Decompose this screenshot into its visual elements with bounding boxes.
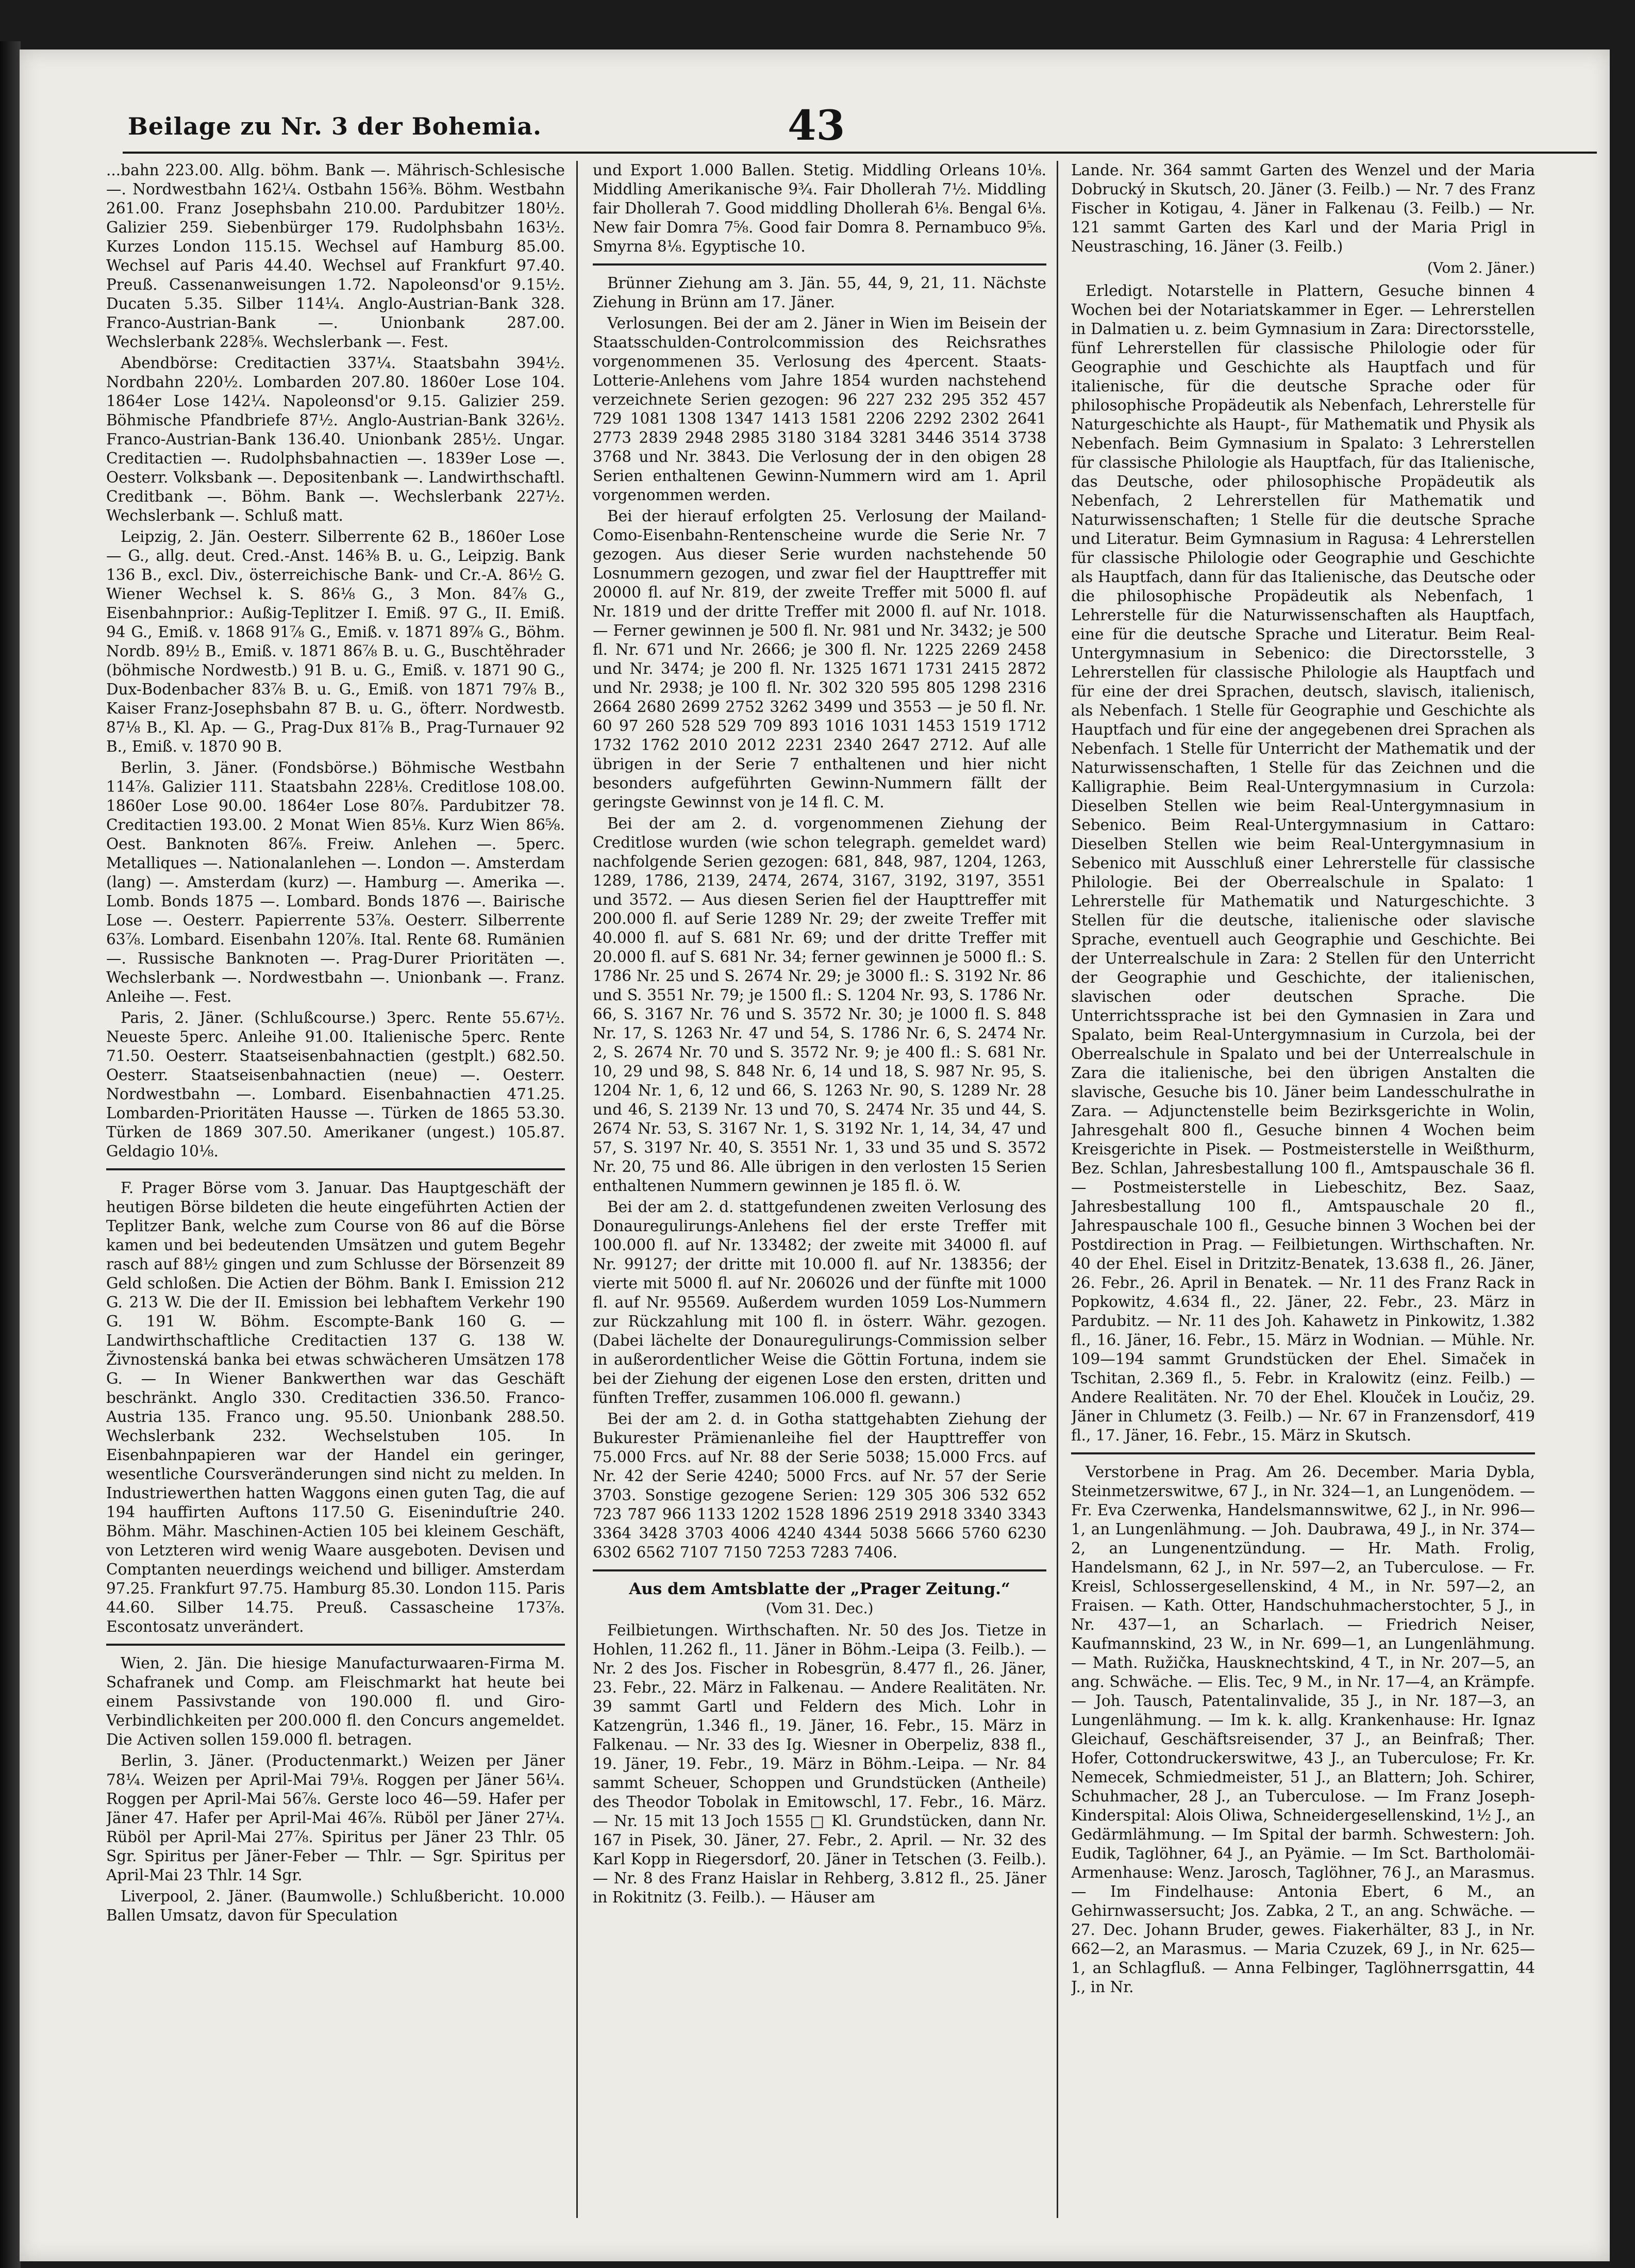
- column-2: [593, 161, 1046, 2218]
- vacancies-notice: [1071, 282, 1535, 1445]
- paragraph: Bei der hierauf erfolgten 25. Verlosung der Mailand-Como-Eisenbahn-Rentenscheine wurde die Serie Nr. 7 gezogen. Aus dieser Serie wurden nachstehende 50 Losnummern gezogen, und zwar fiel der Haupttreffer mit 20000 fl. auf Nr. 819, der zweite Treffer mit 5000 fl. auf Nr. 1819 und der dritte Treffer mit 2000 fl. auf Nr. 1018. — Ferner gewinnen je 500 fl. Nr. 981 und Nr. 3432; je 500 fl. Nr. 671 und Nr. 2666; je 300 fl. Nr. 1225 2269 2458 und Nr. 3474; je 200 fl. Nr. 1325 1671 1731 2415 2872 und Nr. 2938; je 100 fl. Nr. 302 320 595 805 1298 2316 2664 2680 2699 2752 3262 3499 und 3553 — je 50 fl. Nr. 60 97 260 528 529 709 893 1016 1031 1453 1519 1712 1732 1762 2010 2012 2231 2340 2647 2712. Auf alle übrigen in der Serie 7 enthaltenen und hier nicht besonders aufgeführten Gewinn-Nummern fällt der geringste Gewinnst von je 14 fl. C. M.: [593, 507, 1046, 811]
- stock-reports: [106, 161, 565, 1161]
- paragraph: Erledigt. Notarstelle in Plattern, Gesuche binnen 4 Wochen bei der Notariatskammer in Eger. — Lehrerstellen in Dalmatien u. z. beim Gymnasium in Zara: Directorsstelle, fünf Lehrerstellen für classische Philologie oder für Geographie und Geschichte als Hauptfach und für italienische, für die deutsche Sprache oder für philosophische Propädeutik als Nebenfach, Lehrerstelle für Naturgeschichte als Haupt-, für Mathematik und Physik als Nebenfach. Beim Gymnasium in Spalato: 3 Lehrerstellen für classische Philologie als Hauptfach, für das Italienische, das Deutsche, oder philosophische Propädeutik als Nebenfach, 2 Lehrerstellen für Mathematik und Naturwissenschaften; 1 Stelle für die deutsche Sprache und Literatur. Beim Gymnasium in Ragusa: 4 Lehrerstellen für classische Philologie oder Geographie und Geschichte als Hauptfach, dann für das Italienische, das Deutsche oder die philosophische Propädeutik als Nebenfach, 1 Lehrerstelle für die Naturwissenschaften als Hauptfach, eine für die deutsche Sprache und Literatur. Beim Real-Untergymnasium in Sebenico: die Directorsstelle, 3 Lehrerstellen für classische Philologie als Hauptfach und für eine der drei Sprachen, deutsch, slavisch, italienisch, als Nebenfach. 1 Stelle für Geographie und Geschichte als Hauptfach und für eine der angegebenen drei Sprachen als Nebenfach. 1 Stelle für Unterricht der Mathematik und der Naturwissenschaften, 1 Stelle für das Zeichnen und die Kalligraphie. Beim Real-Untergymnasium in Curzola: Dieselben Stellen wie beim Real-Untergymnasium in Sebenico. Beim Real-Untergymnasium in Cattaro: Dieselben Stellen wie beim Real-Untergymnasium in Sebenico mit Ausschluß einer Lehrerstelle für classische Philologie. Bei der Oberrealschule in Spalato: 1 Lehrerstelle für Mathematik und Naturgeschichte. 3 Stellen für die deutsche, italienische oder slavische Sprache, eventuell auch Geographie und Geschichte. Bei der Unterrealschule in Zara: 2 Stellen für den Unterricht der Geographie und Geschichte, der italienischen, slavischen oder deutschen Sprache. Die Unterrichtssprache ist bei den Gymnasien in Zara und Spalato, beim Real-Untergymnasium in Curzola, bei der Oberrealschule in Spalato und bei der Unterrealschule in Zara die italienische, bei den übrigen Anstalten die slavische, Gesuche bis 10. Jäner beim Landesschulrathe in Zara. — Adjunctenstelle beim Bezirksgerichte in Wolin, Jahresgehalt 800 fl., Gesuche binnen 4 Wochen beim Kreisgerichte in Pisek. — Postmeisterstelle in Weißthurm, Bez. Schlan, Jahresbestallung 100 fl., Amtspauschale 36 fl. — Postmeisterstelle in Liebeschitz, Bez. Saaz, Jahresbestallung 100 fl., Amtspauschale 20 fl., Jahrespauschale 100 fl., Gesuche binnen 3 Wochen bei der Postdirection in Prag. — Feilbietungen. Wirthschaften. Nr. 40 der Ehel. Eisel in Dritzitz-Benatek, 13.638 fl., 26. Jäner, 26. Febr., 26. April in Benatek. — Nr. 11 des Franz Rack in Popkowitz, 4.634 fl., 22. Jäner, 22. Febr., 23. März in Pardubitz. — Nr. 11 des Joh. Kahawetz in Pinkowitz, 1.382 fl., 16. Jäner, 16. Febr., 15. März in Wodnian. — Mühle. Nr. 109—194 sammt Grundstücken der Ehel. Simaček in Tschitan, 2.369 fl., 5. Febr. in Kralowitz (einz. Feilb.) — Andere Realitäten. Nr. 70 der Ehel. Klouček in Loučiz, 29. Jäner in Chlumetz (3. Feilb.) — Nr. 67 in Franzensdorf, 419 fl., 17. Jäner, 16. Febr., 15. März in Skutsch.: [1071, 282, 1535, 1444]
- paragraph: Abendbörse: Creditactien 337¼. Staatsbahn 394½. Nordbahn 220½. Lombarden 207.80. 1860er Lose 104. 1864er Lose 142¼. Napoleonsd'or 9.15. Galizier 259. Böhmische Pfandbriefe 87½. Anglo-Austrian-Bank 326½. Franco-Austrian-Bank 136.40. Unionbank 285½. Ungar. Creditactien —. Rudolphsbahnactien —. 1839er Lose —. Oesterr. Volksbank —. Depositenbank —. Landwirthschaftl. Creditbank —. Böhm. Bank —. Wechslerbank 227½. Wechslerbank —. Schluß matt.: [106, 354, 565, 524]
- amtsblatt-title: Aus dem Amtsblatte der „Prager Zeitung.“: [629, 1580, 1010, 1598]
- section-rule: [593, 1569, 1046, 1571]
- prague-exchange-report: [106, 1179, 565, 1636]
- paragraph: Bei der am 2. d. stattgefundenen zweiten Verlosung des Donauregulirungs-Anlehens fiel der erste Treffer mit 100.000 fl. auf Nr. 133482; der zweite mit 34000 fl. auf Nr. 99127; der dritte mit 10.000 fl. auf Nr. 138356; der vierte mit 5000 fl. auf Nr. 206026 und der fünfte mit 1000 fl. auf Nr. 95569. Außerdem wurden 1059 Los-Nummern zur Rückzahlung mit 100 fl. in österr. Währ. gezogen. (Dabei lächelte der Donauregulirungs-Commission selber in außerordentlicher Weise die Göttin Fortuna, indem sie bei der Ziehung der eigenen Lose den ersten, dritten und fünften Treffer, zusammen 106.000 fl. gewann.): [593, 1198, 1046, 1406]
- paragraph: Bei der am 2. d. vorgenommenen Ziehung der Creditlose wurden (wie schon telegraph. gemeldet ward) nachfolgende Serien gezogen: 681, 848, 987, 1204, 1263, 1289, 1786, 2139, 2474, 2674, 3167, 3192, 3197, 3551 und 3572. — Aus diesen Serien fiel der Haupttreffer mit 200.000 fl. auf Serie 1289 Nr. 29; der zweite Treffer mit 40.000 fl. auf S. 681 Nr. 69; und der dritte Treffer mit 20.000 fl. auf S. 681 Nr. 34; ferner gewinnen je 5000 fl.: S. 1786 Nr. 25 und S. 2674 Nr. 29; je 3000 fl.: S. 3192 Nr. 86 und S. 3551 Nr. 79; je 1500 fl.: S. 1204 Nr. 93, S. 1786 Nr. 66, S. 3167 Nr. 76 und S. 3572 Nr. 30; je 1000 fl. S. 848 Nr. 17, S. 1263 Nr. 47 und 54, S. 1786 Nr. 6, S. 2474 Nr. 2, S. 2674 Nr. 70 und S. 3572 Nr. 9; je 400 fl.: S. 681 Nr. 10, 29 und 98, S. 848 Nr. 6, 14 und 18, S. 987 Nr. 95, S. 1204 Nr. 1, 6, 12 und 66, S. 1263 Nr. 90, S. 1289 Nr. 28 und 46, S. 2139 Nr. 13 und 70, S. 2474 Nr. 35 und 44, S. 2674 Nr. 53, S. 3167 Nr. 1, S. 3192 Nr. 1, 14, 34, 47 und 57, S. 3197 Nr. 40, S. 3551 Nr. 1, 33 und 35 und S. 3572 Nr. 20, 75 und 86. Alle übrigen in den verlosten 15 Serien enthaltenen Nummern gewinnen je 185 fl. ö. W.: [593, 815, 1046, 1195]
- section-rule: [593, 263, 1046, 266]
- paragraph: Verlosungen. Bei der am 2. Jäner in Wien im Beisein der Staatsschulden-Controlcommission des Reichsrathes vorgenommenen 35. Verlosung des 4percent. Staats-Lotterie-Anlehens vom Jahre 1854 wurden nachstehend verzeichnete Serien gezogen: 96 227 232 295 352 457 729 1081 1308 1347 1413 1581 2206 2292 2302 2641 2773 2839 2948 2985 3180 3184 3281 3446 3514 3738 3768 und Nr. 3843. Die Verlosung der in den obigen 28 Serien enthaltenen Gewinn-Nummern wird am 1. April vorgenommen werden.: [593, 314, 1046, 504]
- masthead: [20, 49, 1610, 163]
- deaths-notice: [1071, 1463, 1535, 1997]
- column-divider: [1057, 161, 1058, 2218]
- paragraph: Brünner Ziehung am 3. Jän. 55, 44, 9, 21, 11. Nächste Ziehung in Brünn am 17. Jäner.: [593, 274, 1046, 311]
- column-divider: [576, 161, 578, 2218]
- section-rule: [106, 1644, 565, 1646]
- column-3: [1071, 161, 1535, 2218]
- supplement-title: Beilage zu Nr. 3 der Bohemia.: [128, 112, 542, 140]
- paragraph: Feilbietungen. Wirthschaften. Nr. 50 des Jos. Tietze in Hohlen, 11.262 fl., 11. Jäner in Böhm.-Leipa (3. Feilb.). — Nr. 2 des Jos. Fischer in Robesgrün, 8.477 fl., 26. Jäner, 23. Febr., 22. März in Falkenau. — Andere Realitäten. Nr. 39 sammt Gartl und Feldern des Mich. Lohr in Katzengrün, 1.346 fl., 19. Jäner, 16. Febr., 15. März in Falkenau. — Nr. 33 des Ig. Wiesner in Oberpeliz, 838 fl., 19. Jäner, 19. Febr., 19. März in Böhm.-Leipa. — Nr. 84 sammt Scheuer, Schoppen und Grundstücken (Antheile) des Theodor Tobolak in Emitowschl, 17. Febr., 16. März. — Nr. 15 mit 13 Joch 1555 □ Kl. Grundstücken, dann Nr. 167 in Pisek, 30. Jäner, 27. Febr., 2. April. — Nr. 32 des Karl Kopp in Riegersdorf, 20. Jäner in Tetschen (3. Feilb.). — Nr. 8 des Franz Haislar in Rehberg, 3.812 fl., 25. Jäner in Rokitnitz (3. Feilb.). — Häuser am: [593, 1621, 1046, 1906]
- markets-report: [106, 1654, 565, 1925]
- paragraph: und Export 1.000 Ballen. Stetig. Middling Orleans 10⅛. Middling Amerikanische 9¾. Fair Dhollerah 7½. Middling fair Dhollerah 7. Good middling Dhollerah 6⅛. Bengal 6⅛. New fair Domra 7⅝. Good fair Domra 8. Pernambuco 9⅝. Smyrna 8⅛. Egyptische 10.: [593, 161, 1046, 255]
- paragraph: Lande. Nr. 364 sammt Garten des Wenzel und der Maria Dobrucký in Skutsch, 20. Jäner (3. Feilb.) — Nr. 7 des Franz Fischer in Kotigau, 4. Jäner in Falkenau (3. Feilb.) — Nr. 121 sammt Garten des Karl und der Maria Prigl in Neustrasching, 16. Jäner (3. Feilb.): [1071, 161, 1535, 255]
- auction-continuation: [1071, 161, 1535, 256]
- amtsblatt-auctions: [593, 1621, 1046, 1907]
- paragraph: Wien, 2. Jän. Die hiesige Manufacturwaaren-Firma M. Schafranek und Comp. am Fleischmarkt hat heute bei einem Passivstande von 190.000 fl. und Giro-Verbindlichkeiten per 200.000 fl. den Concurs angemeldet. Die Activen sollen 159.000 fl. betragen.: [106, 1654, 565, 1748]
- amtsblatt-date: (Vom 31. Dec.): [765, 1600, 874, 1617]
- paragraph: Verstorbene in Prag. Am 26. December. Maria Dybla, Steinmetzerswitwe, 67 J., in Nr. 324—1, an Lungenödem. — Fr. Eva Czerwenka, Handelsmannswitwe, 62 J., in Nr. 996—1, an Lungenlähmung. — Joh. Daubrawa, 49 J., in Nr. 374—2, an Lungenentzündung. — Hr. Math. Frolig, Handelsmann, 62 J., in Nr. 597—2, an Tuberculose. — Fr. Kreisl, Schlossergesellenskind, 4 M., in Nr. 597—2, an Fraisen. — Kath. Otter, Handschuhmacherstochter, 5 J., in Nr. 437—1, an Scharlach. — Friedrich Neiser, Kaufmannskind, 23 W., in Nr. 699—1, an Lungenlähmung. — Math. Ružička, Hausknechtskind, 4 T., in Nr. 207—5, an ang. Schwäche. — Elis. Tec, 9 M., in Nr. 17—4, an Krämpfe. — Joh. Tausch, Patentalinvalide, 35 J., in Nr. 187—3, an Lungenlähmung. — Im k. k. allg. Krankenhause: Hr. Ignaz Gleichauf, Geschäftsreisender, 37 J., an Beinfraß; Ther. Hofer, Cottondruckerswitwe, 43 J., an Tuberculose; Fr. Kr. Nemecek, Schmiedmeister, 51 J., an Blattern; Joh. Schirer, Schuhmacher, 28 J., an Tuberculose. — Im Franz Joseph-Kinderspital: Alois Oliwa, Schneidergesellenskind, 1½ J., an Gedärmlähmung. — Im Spital der barmh. Schwestern: Joh. Eudik, Taglöhner, 64 J., an Pyämie. — Im Sct. Bartholomäi-Armenhause: Wenz. Jarosch, Taglöhner, 76 J., an Marasmus. — Im Findelhause: Antonia Ebert, 6 M., an Gehirnwassersucht; Jos. Zabka, 2 T., an ang. Schwäche. — 27. Dec. Johann Bruder, gewes. Fiakerhälter, 83 J., in Nr. 662—2, an Marasmus. — Maria Czuzek, 69 J., in Nr. 625—1, an Schlagfluß. — Anna Felbinger, Taglöhnerrsgattin, 44 J., in Nr.: [1071, 1463, 1535, 1996]
- paragraph: Berlin, 3. Jäner. (Productenmarkt.) Weizen per Jäner 78¼. Weizen per April-Mai 79⅛. Roggen per Jäner 56¼. Roggen per April-Mai 56⅞. Gerste loco 46—59. Hafer per Jäner 47. Hafer per April-Mai 46⅞. Rüböl per Jäner 27¼. Rüböl per April-Mai 27⅞. Spiritus per Jäner 23 Thlr. 05 Sgr. Spiritus per Jäner-Feber — Thlr. — Sgr. Spiritus per April-Mai 23 Thlr. 14 Sgr.: [106, 1752, 565, 1884]
- section-rule: [1071, 1452, 1535, 1454]
- masthead-rule: [123, 152, 1597, 154]
- lottery-report: [593, 274, 1046, 1562]
- paragraph: Berlin, 3. Jäner. (Fondsbörse.) Böhmische Westbahn 114⅞. Galizier 111. Staatsbahn 228⅛. Creditlose 108.00. 1860er Lose 90.00. 1864er Lose 80⅞. Pardubitzer 78. Creditactien 193.00. 2 Monat Wien 85⅛. Kurz Wien 86⅝. Oest. Banknoten 86⅞. Freiw. Anlehen —. 5perc. Metalliques —. Nationalanlehen —. London —. Amsterdam (lang) —. Amsterdam (kurz) —. Hamburg —. Amerika —. Lomb. Bonds 1875 —. Lombard. Bonds 1876 —. Bairische Lose —. Oesterr. Papierrente 53⅞. Oesterr. Silberrente 63⅞. Lombard. Eisenbahn 120⅞. Ital. Rente 68. Rumänien —. Russische Banknoten —. Prag-Durer Prioritäten —. Wechslerbank —. Nordwestbahn —. Unionbank —. Franz. Anleihe —. Fest.: [106, 759, 565, 1005]
- page-binding-shadow: [0, 41, 21, 2268]
- paragraph: Leipzig, 2. Jän. Oesterr. Silberrente 62 B., 1860er Lose — G., allg. deut. Cred.-Anst. 146⅜ B. u. G., Leipzig. Bank 136 B., excl. Div., österreichische Bank- und Cr.-A. 86½ G. Wiener Wechsel k. S. 86⅛ G., 3 Mon. 84⅞ G., Eisenbahnprior.: Außig-Teplitzer I. Emiß. 97 G., II. Emiß. 94 G., Emiß. v. 1868 91⅞ G., Emiß. v. 1871 89⅞ G., Böhm. Nordb. 89½ B., Emiß. v. 1871 86⅞ B. u. G., Buschtěhrader (böhmische Nordwestb.) 91 B. u. G., Emiß. v. 1871 90 G., Dux-Bodenbacher 83⅞ B. u. G., Emiß. von 1871 79⅞ B., Kaiser Franz-Josephsbahn 87 B. u. G., öfterr. Nordwestb. 87⅛ B., Kl. Ap. — G., Prag-Dux 81⅞ B., Prag-Turnauer 92 B., Emiß. v. 1870 90 B.: [106, 528, 565, 755]
- paragraph: Paris, 2. Jäner. (Schlußcourse.) 3perc. Rente 55.67½. Neueste 5perc. Anleihe 91.00. Italienische 5perc. Rente 71.50. Oesterr. Staatseisenbahnactien (gestplt.) 682.50. Oesterr. Staatseisenbahnactien (neue) —. Oesterr. Nordwestbahn —. Lombard. Eisenbahnactien 471.25. Lombarden-Prioritäten Hausse —. Türken de 1865 53.30. Türken de 1869 307.50. Amerikaner (ungest.) 105.87. Geldagio 10⅛.: [106, 1009, 565, 1160]
- paragraph: Bei der am 2. d. in Gotha stattgehabten Ziehung der Bukurester Prämienanleihe fiel der Haupttreffer von 75.000 Frcs. auf Nr. 88 der Serie 5038; 15.000 Frcs. auf Nr. 42 der Serie 4240; 5000 Frcs. auf Nr. 57 der Serie 3703. Sonstige gezogene Serien: 129 305 306 532 652 723 787 966 1133 1202 1528 1896 2519 2918 3340 3343 3364 3428 3703 4006 4240 4344 5038 5666 5760 6230 6302 6562 7107 7150 7253 7283 7406.: [593, 1410, 1046, 1561]
- cotton-report: [593, 161, 1046, 256]
- column-1: [106, 161, 565, 2218]
- page-number: 43: [788, 101, 845, 150]
- notice-dateline: (Vom 2. Jäner.): [1427, 259, 1535, 276]
- paragraph: ...bahn 223.00. Allg. böhm. Bank —. Mährisch-Schlesische —. Nordwestbahn 162¼. Ostbahn 156⅜. Böhm. Westbahn 261.00. Franz Josephsbahn 210.00. Pardubitzer 180½. Galizier 259. Siebenbürger 179. Rudolphsbahn 163½. Kurzes London 115.15. Wechsel auf Hamburg 85.00. Wechsel auf Paris 44.40. Wechsel auf Frankfurt 97.40. Preuß. Cassenanweisungen 1.72. Napoleonsd'or 9.15½. Ducaten 5.35. Silber 114¼. Anglo-Austrian-Bank 328. Franco-Austrian-Bank —. Unionbank 287.00. Wechslerbank 228⅝. Wechslerbank —. Fest.: [106, 161, 565, 351]
- section-rule: [106, 1168, 565, 1170]
- paragraph: Liverpool, 2. Jäner. (Baumwolle.) Schlußbericht. 10.000 Ballen Umsatz, davon für Speculation: [106, 1888, 565, 1924]
- newspaper-page: [20, 49, 1610, 2261]
- paragraph: F. Prager Börse vom 3. Januar. Das Hauptgeschäft der heutigen Börse bildeten die heute eingeführten Actien der Teplitzer Bank, welche zum Course von 86 auf die Börse kamen und bei bedeutenden Umsätzen und gutem Begehr rasch auf 88½ gingen und zum Schlusse der Börsenzeit 89 Geld schloßen. Die Actien der Böhm. Bank I. Emission 212 G. 213 W. Die der II. Emission bei lebhaftem Verkehr 190 G. 191 W. Böhm. Escompte-Bank 160 G. — Landwirthschaftliche Creditactien 137 G. 138 W. Živnostenská banka bei etwas schwächeren Umsätzen 178 G. — In Wiener Bankwerthen war das Geschäft beschränkt. Anglo 330. Creditactien 336.50. Franco-Austria 135. Franco ung. 95.50. Unionbank 288.50. Wechslerbank 232. Wechselstuben 105. In Eisenbahnpapieren war der Handel ein geringer, wesentliche Coursveränderungen sind nicht zu melden. In Industriewerthen hatten Waggons einen guten Tag, die auf 194 hauffirten Auftons 117.50 G. Eiseninduſtrie 240. Böhm. Mähr. Maschinen-Actien 105 bei kleinem Geschäft, von Letzteren wird wenig Waare ausgeboten. Devisen und Comptanten neuerdings weichend und billiger. Amsterdam 97.25. Frankfurt 97.75. Hamburg 85.30. London 115. Paris 44.60. Silber 14.75. Preuß. Cassascheine 173⅞. Escontosatz unverändert.: [106, 1179, 565, 1635]
